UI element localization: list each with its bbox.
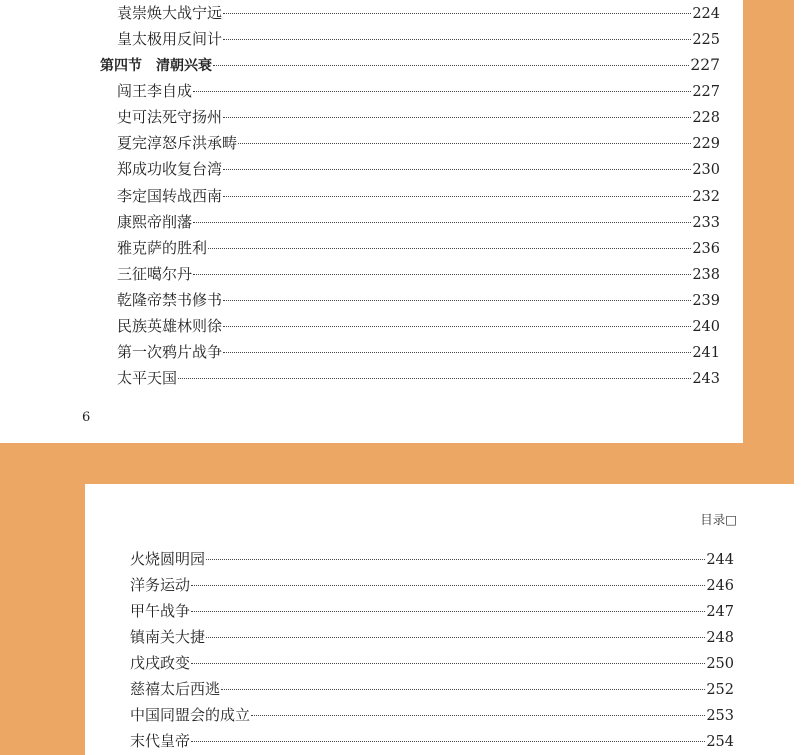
toc-entry-page: 232	[692, 189, 720, 205]
leader-dots	[178, 378, 691, 379]
toc-entry-title: 乾隆帝禁书修书	[117, 291, 223, 309]
toc-entry	[130, 627, 734, 647]
leader-dots	[223, 169, 691, 170]
toc-entry-title: 三征噶尔丹	[117, 265, 193, 283]
leader-dots	[206, 559, 705, 560]
toc-entry	[117, 316, 720, 336]
toc-page-right	[85, 484, 808, 755]
leader-dots	[251, 715, 705, 716]
toc-entry	[117, 186, 720, 206]
toc-entry-title: 郑成功收复台湾	[117, 160, 223, 178]
toc-entry-page: 236	[692, 241, 720, 257]
toc-entry-page: 228	[692, 110, 720, 126]
toc-entry-title: 末代皇帝	[130, 732, 191, 750]
toc-entry	[117, 264, 720, 284]
toc-entry	[117, 3, 720, 23]
toc-entry-page: 238	[692, 267, 720, 283]
leader-dots	[223, 300, 691, 301]
toc-entry-title: 袁崇焕大战宁远	[117, 4, 223, 22]
toc-entry-page: 254	[706, 734, 734, 750]
toc-entry-page: 247	[706, 604, 734, 620]
toc-entry	[117, 81, 720, 101]
toc-entry-title: 慈禧太后西逃	[130, 680, 221, 698]
toc-entry	[117, 133, 720, 153]
toc-entry-title: 镇南关大捷	[130, 628, 206, 646]
toc-entry-title: 民族英雄林则徐	[117, 317, 223, 335]
toc-entry-page: 243	[692, 371, 720, 387]
toc-section-heading	[100, 55, 720, 75]
toc-entry	[130, 731, 734, 751]
toc-entry-page: 244	[706, 552, 734, 568]
toc-entry-title: 洋务运动	[130, 576, 191, 594]
toc-entry-title: 史可法死守扬州	[117, 108, 223, 126]
leader-dots	[223, 39, 691, 40]
toc-entry-page: 230	[692, 162, 720, 178]
leader-dots	[223, 196, 691, 197]
toc-entry-title: 第一次鸦片战争	[117, 343, 223, 361]
toc-entry	[117, 238, 720, 258]
leader-dots	[191, 741, 705, 742]
toc-entry-page: 239	[692, 293, 720, 309]
toc-entry	[117, 212, 720, 232]
toc-entry	[117, 342, 720, 362]
leader-dots	[193, 222, 691, 223]
page-edge-strip	[794, 0, 808, 484]
toc-entry-page: 246	[706, 578, 734, 594]
toc-entry	[117, 290, 720, 310]
toc-entry-page: 250	[706, 656, 734, 672]
toc-entry-title: 雅克萨的胜利	[117, 239, 208, 257]
leader-dots	[223, 13, 691, 14]
leader-dots	[191, 663, 705, 664]
toc-entry-page: 248	[706, 630, 734, 646]
toc-entry-title: 中国同盟会的成立	[130, 706, 251, 724]
leader-dots	[206, 637, 705, 638]
leader-dots	[238, 143, 691, 144]
toc-entry-page: 252	[706, 682, 734, 698]
toc-entry	[130, 705, 734, 725]
toc-entry	[117, 368, 720, 388]
leader-dots	[213, 65, 689, 66]
toc-entry-title: 火烧圆明园	[130, 550, 206, 568]
toc-entry-page: 227	[692, 84, 720, 100]
leader-dots	[223, 117, 691, 118]
toc-entry-page: 253	[706, 708, 734, 724]
toc-entry-title: 李定国转战西南	[117, 187, 223, 205]
leader-dots	[208, 248, 691, 249]
toc-entry	[117, 29, 720, 49]
leader-dots	[191, 611, 705, 612]
toc-entry-page: 224	[692, 6, 720, 22]
toc-entry-page: 229	[692, 136, 720, 152]
toc-entry	[130, 653, 734, 673]
toc-entry-page: 240	[692, 319, 720, 335]
toc-entry-title: 太平天国	[117, 369, 178, 387]
toc-entry-page: 233	[692, 215, 720, 231]
toc-entry	[117, 159, 720, 179]
leader-dots	[223, 326, 691, 327]
toc-entry-page: 225	[692, 32, 720, 48]
toc-entry	[130, 575, 734, 595]
running-head: 目录□	[700, 512, 737, 527]
leader-dots	[221, 689, 705, 690]
toc-entry	[130, 679, 734, 699]
toc-entry	[130, 549, 734, 569]
toc-section-title: 第四节 清朝兴衰	[100, 58, 212, 74]
toc-entry-page: 227	[690, 56, 720, 74]
toc-entry-title: 甲午战争	[130, 602, 191, 620]
leader-dots	[223, 352, 691, 353]
leader-dots	[193, 274, 691, 275]
toc-entry-page: 241	[692, 345, 720, 361]
toc-entry	[117, 107, 720, 127]
toc-entry-title: 康熙帝削藩	[117, 213, 193, 231]
leader-dots	[193, 91, 691, 92]
toc-entry-title: 夏完淳怒斥洪承畴	[117, 134, 238, 152]
toc-entry-title: 闯王李自成	[117, 82, 193, 100]
toc-entry-title: 戊戌政变	[130, 654, 191, 672]
page-number: 6	[82, 410, 91, 425]
leader-dots	[191, 585, 705, 586]
toc-entry-title: 皇太极用反间计	[117, 30, 223, 48]
toc-entry	[130, 601, 734, 621]
